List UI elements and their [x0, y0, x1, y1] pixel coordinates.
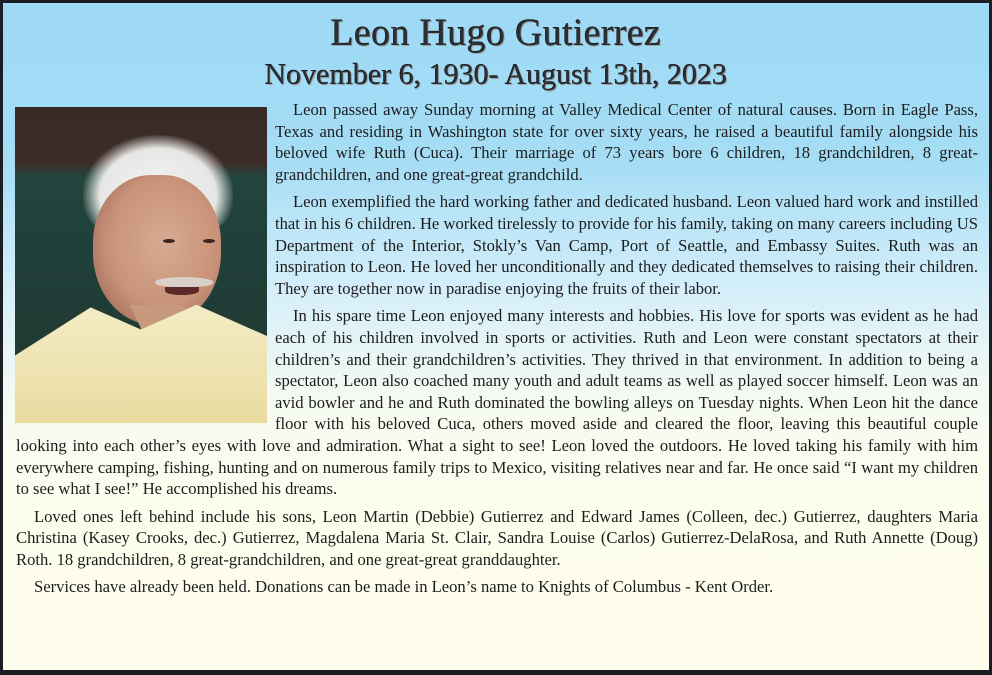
- paragraph-survivors: Loved ones left behind include his sons, Leon Martin (Debbie) Gutierrez and Edward James (Colleen, dec.) Gutierrez, daughters Maria Christina (Kasey Crooks, dec.) Gutierrez, Magdalena Maria St. Clair, Sandra Louise (Carlos) Gutierrez-DelaRosa, and Ruth Annette (Doug) Roth. 18 grandchildren, 8 great-grandchildren, and one great-great granddaughter.: [16, 506, 978, 569]
- paragraph-work-family: Leon exemplified the hard working father and dedicated husband. Leon valued hard work and instilled that in his 6 children. He worked tirelessly to provide for his family, taking on many careers including US Department of the Interior, Stokly’s Van Camp, Port of Seattle, and Embassy Suites. Ruth was an inspiration to Leon. He loved her unconditionally and they dedicated themselves to raising their children. They are together now in paradise enjoying the fruits of their labor.: [275, 192, 978, 298]
- deceased-name: Leon Hugo Gutierrez: [330, 12, 662, 54]
- photo-mustache: [155, 277, 213, 287]
- portrait-photo: [15, 107, 267, 423]
- photo-mouth: [165, 287, 199, 295]
- obituary-body: [16, 99, 978, 604]
- photo-eye: [163, 239, 175, 243]
- obituary-panel: [3, 3, 989, 670]
- paragraph-services: Services have already been held. Donations can be made in Leon’s name to Knights of Columbus - Kent Order.: [34, 577, 774, 597]
- photo-face: [93, 175, 221, 325]
- paragraph-passing: Leon passed away Sunday morning at Valley Medical Center of natural causes. Born in Eagle Pass, Texas and residing in Washington state for over sixty years, he raised a beautiful family alongside his beloved wife Ruth (Cuca). Their marriage of 73 years bore 6 children, 18 grandchildren, 8 great-grandchildren, and one great-great grandchild.: [275, 100, 978, 184]
- photo-eye: [203, 239, 215, 243]
- life-dates: November 6, 1930- August 13th, 2023: [264, 58, 728, 91]
- paragraph-hobbies: In his spare time Leon enjoyed many interests and hobbies. His love for sports was evident as he had each of his children involved in sports or activities. Ruth and Leon were constant spectators at their children’s and their grandchildren’s activities. They thrived in that environment. In addition to being a spectator, Leon also coached many youth and adult teams as well as played soccer himself. Leon was an avid bowler and he and Ruth dominated the bowling alleys on Tuesday nights. When Leon hit the dance floor with his beloved Cuca, others moved aside and cleared the floor, leaving this beautiful couple looking into each other’s eyes with love and admiration. What a sight to see! Leon loved the outdoors. He loved taking his family with him everywhere camping, fishing, hunting and on numerous family trips to Mexico, visiting relatives near and far. He once said “I want my children to see what I see!” He accomplished his dreams.: [16, 306, 978, 499]
